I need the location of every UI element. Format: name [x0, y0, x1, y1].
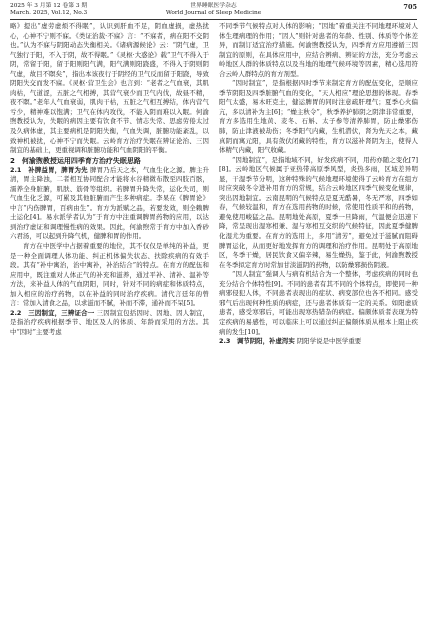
paragraph-region: “因地制宜”，是指地域不同，好发疾病不同，用药亦随之变化[7][8]。云岭地区气候属于亚热带高原季风型，炎热多雨，区域差异明显，干湿季节分明，这种特殊的气候地理环境使得了云岭育方在组方时应突破冬令进补用育方的常规，结合云岭地区四季气候变化规律，突出因地制宜。云南昆明的气候特点是夏无酷暑，冬无严寒，四季如春，气候较温和，育方在选用药物的时候，常使用性质平和的药物，避免使用峻猛之品。昆明地处高原，夏季一旦降雨，气温便会迅速下降，常呈现出湿寒相兼、湿与寒相互交织的气候特征，因此夏季健脾化湿尤为重要。在育方的选用上，多用“清芳”，避免过于滋腻而阻碍脾胃运化，从而更好地发挥育方的调理和治疗作用。昆明处于高原地区，冬季干燥，居民饮食又偏辛辣，易生燥热，鉴于此，何渝煦教授在冬季拟定育方时常加甘淡滋阴的药物，以防燥邪损伤阴液。 — [219, 155, 418, 269]
left-column — [10, 22, 209, 620]
header-rule — [10, 19, 417, 20]
journal-title-cn: 世界睡眠医学杂志 — [190, 3, 237, 9]
paragraph-season: “因时制宜”，是指根据四时季节来制定育方的配伍变化，是顺应季节阴阳及四季脏腑气血的变化，“天人相应”理论思想的体现。春季阳气太盛，易木旺克土，健运脾胃的同时注意疏肝理气；夏季心火偏亢，多以清补为主[6]；“燥主秋令”，秋季养护肺阴之阴津非常重要，育方多选用生地黄、麦冬、石斛、太子参等清养肺胃，防止燥邪伤肺，防止津液被劫伤；冬季阳气内藏，生机潜伏，肾为先天之本，藏真阴而寓元阳，具有敛伏闭藏的特性，育方以滋补肾阴为主，使得人体精气内藏，阳气收藏。 — [219, 79, 418, 155]
subsection-2-2-text: 三因制宜包括因时、因地、因人制宜，是指治疗疾病根据季节、地区及人的体质、年龄而采用的方法。其中“因时”主要考虑 — [10, 308, 209, 336]
page-header — [10, 3, 417, 23]
subsection-2-1-text: 脾胃乃后天之本，气血生化之源。脾主升清，胃主降浊，二者相互协同配合才能将水谷精微布散至四肢百骸，濡养全身脏腑，肌肤、筋骨等组织。若脾胃升降失常，运化失司，则气血生化乏源，可累及其他脏腑而产生多种病症。李杲在《脾胃论》中言“内伤脾胃，百病由生”。育方为派赋之品，若要发效，则全赖脾土运化[4]。易水派学者认为“于育方中注重调脾胃药物的应用，以达到治疗虚证和调理慢性病的效果。因此，何渝煦常于育方中加入香砂六君汤，可以起到升降气机，健脾和胃的作用。 — [10, 165, 209, 241]
right-column — [219, 22, 418, 620]
paragraph-individual: “因人制宜”强调人与病有机结合为一个整体，考虑疾病的同时也充分结合个体特性[9]。不同的患者有其不同的个体特点，即使同一种病邪侵犯人体，不同患者表现出的症状、病变部位也各不相同。感受邪气后出现何种性质的病症，还与患者体质有一定的关系。如阳虚质患者，感受寒邪后，可能出现寒热错杂的病症。偏颇体质者表现为特定疾病的易感性，可以临床上可以通过纠正偏颇体质从根本上阻止疾病的发生[10]。 — [219, 270, 418, 336]
journal-issue-cn: 2025 年 3 月第 12 卷第 3 期 — [10, 3, 88, 9]
journal-title-en: World Journal of Sleep Medicine — [165, 10, 262, 16]
section-2-heading: 2 何渝煦教授运用四季育方治疗失眠思路 — [10, 156, 141, 165]
subsection-2-3-heading: 2.3 调节阴阳，补虚泻实 — [219, 337, 295, 346]
paragraph-gaofang-features: 育方在中医学中占据着重要的地位，其不仅仅是单纯的补益，更是一种全面调理人体功能、纠正机体偏失状态、扶除疾病的有效手段。其有“补中寓治，治中寓补，补治结合”的特点。在育方的配伍和应用中，既注重对人体正气的补充和滋养，通过平补、清补、温补等方法，来补益人体的气血阴阳，同时，针对不同的病症和体质特点，加入相应的治疗药物，以在补益的同时治疗疾病。清代言廷年的曾言：常加入清食之品，以求滋而不腻，补而不滞，通补而不呆[5]。 — [10, 242, 209, 308]
journal-title — [10, 3, 417, 17]
journal-issue-en: March. 2025, Vol.12, No.3 — [10, 10, 88, 16]
subsection-2-1-heading: 2.1 补脾益胃，脾胃为先 — [10, 165, 88, 174]
paragraph-insomnia-etiology: 略》提出“虚劳虚烦不得眠”，认识到肝血不足，阴血虚损，虚热扰心，心神不宁则不寐。《类证治裁·不寐》言：“不寐者，病在阳不交阴也。”认为不寐与阴阳动态失衡相关。《诸病源候论》云：“阴气虚，卫气独行于阳，不入于阴，故不得眠。”《灵枢·大惑论》载“卫气不得入于阴，常留于阳，留于阳则阳气满，阳气满则阳跷盛，不得入于阴则阴气虚，故目不瞑矣”，指出本该夜行于阴经的卫气反而留于阳跷，导致阴阳失交而发不寐。《灵枢·营卫生会》也言到：“老者之气血衰，其肌肉枯，气道涩，五脏之气相搏，其营气衰少而卫气内伐，故昼不精，夜不瞑。”老年人气血衰弱，肌肉干枯，五脏之气相互搏结，体内营气亏少，精神难以饱满；卫气在体内攻伐，不能入阴而难以入眠。何渝煦教授认为，失眠的病因主要有饮食不节、情志失常、思虑劳倦太过及久病体虚，其主要病机是阴阳失衡，气血失调，脏腑功能紊乱，以致神机被扰，心神不宁而失眠。云岭育方治疗失眠在辨证论治、三因制宜的基础上，更重视调和脏腑功能和气血阴阳的平衡。 — [10, 22, 209, 155]
subsection-2-2-heading: 2.2 三因制宜，三辨证合一 — [10, 308, 95, 317]
page-number: 705 — [403, 3, 417, 11]
subsection-2-3-text: 阴阳学说是中医学重要 — [296, 337, 362, 346]
paragraph-three-factors: 不同季节气候特点对人体的影响；“因地”着重关注不同地理环境对人体生理病理的作用；“因人”则针对患者的年龄、性别、体质等个体差异，而制订适宜治疗措施。何渝煦教授认为，四季育方应用遵循三因制宜的原则，在具体应用中，应结合辨病、辨证的方法，充分考虑云岭地区人群的体质特点以及当地的地理气候环境等因素，精心选用符合云岭人群特点的育方剂型。 — [219, 22, 418, 78]
